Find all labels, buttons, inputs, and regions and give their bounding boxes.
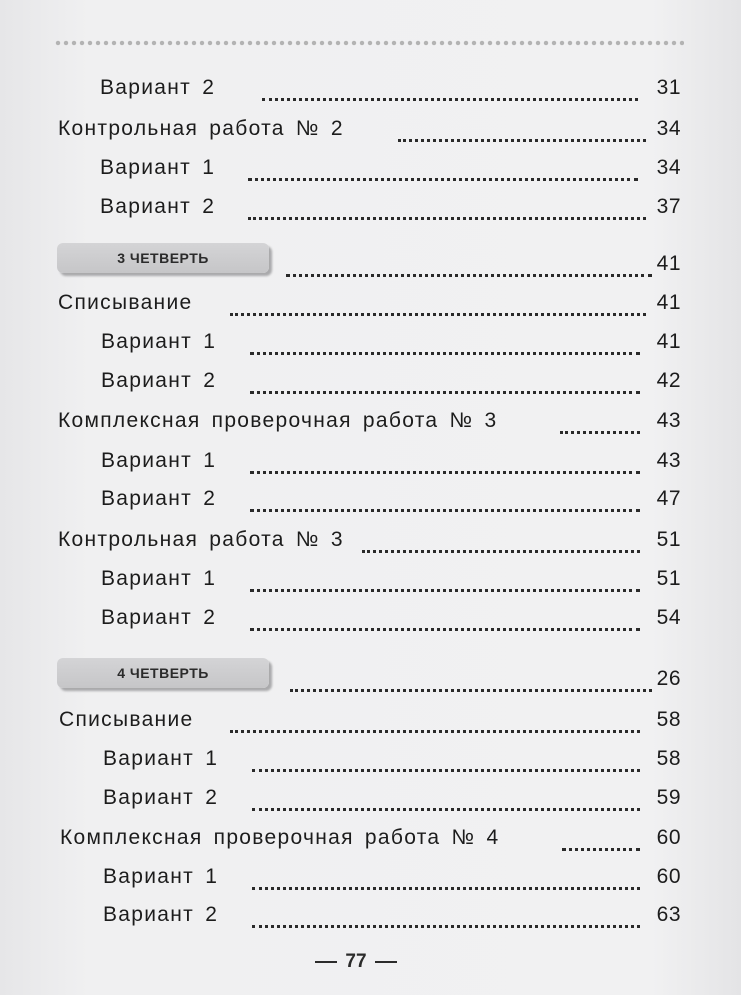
top-dotted-rule: [54, 40, 684, 46]
toc-entry-page: 58: [656, 708, 681, 731]
toc-entry-label: Вариант 1: [101, 567, 217, 590]
toc-entry-page: 47: [656, 487, 681, 510]
page-number: [0, 951, 712, 973]
toc-entry-label: Вариант 2: [100, 76, 216, 99]
toc-entry: [0, 862, 741, 892]
toc-entry-label: Списывание: [59, 708, 194, 731]
toc-entry-page: 34: [656, 117, 681, 140]
toc-leader-dots: [230, 710, 640, 733]
toc-entry-page: 60: [656, 865, 681, 888]
toc-entry: [0, 564, 741, 594]
toc-entry: [0, 705, 741, 735]
toc-entry-page: 63: [656, 903, 681, 926]
toc-entry-label: Вариант 1: [100, 156, 216, 179]
toc-entry-label: Вариант 1: [103, 747, 219, 770]
toc-entry-page: 41: [656, 330, 681, 353]
quarter-tab-label: 4 ЧЕТВЕРТЬ: [117, 665, 209, 681]
toc-entry: [0, 525, 741, 555]
toc-leader-dots: [250, 451, 640, 474]
toc-entry: [0, 288, 741, 318]
toc-entry-page: 60: [656, 826, 681, 849]
quarter-tab-label: 3 ЧЕТВЕРТЬ: [117, 250, 209, 266]
toc-entry: [0, 114, 741, 144]
toc-entry-page: 58: [656, 747, 681, 770]
toc-entry: [0, 783, 741, 813]
toc-entry-label: Контрольная работа № 2: [58, 117, 344, 140]
toc-leader-dots: [262, 78, 638, 101]
toc-entry: [0, 366, 741, 396]
toc-entry-page: 26: [656, 667, 681, 690]
toc-leader-dots: [230, 293, 646, 316]
toc-entry: [0, 192, 741, 222]
toc-entry: [0, 603, 741, 633]
toc-leader-dots: [250, 332, 640, 355]
toc-leader-dots: [252, 867, 640, 890]
toc-entry-label: Вариант 2: [101, 487, 217, 510]
toc-entry-label: Списывание: [58, 291, 193, 314]
toc-entry: [0, 900, 741, 930]
toc-entry-page: 42: [656, 369, 681, 392]
page-number-dash-left: [315, 961, 337, 963]
toc-entry: [0, 327, 741, 357]
toc-entry-page: 43: [656, 449, 681, 472]
toc-entry-page: 41: [656, 252, 681, 275]
toc-entry: [0, 249, 741, 279]
toc-leader-dots: [286, 254, 652, 277]
toc-entry-label: Комплексная проверочная работа № 4: [60, 826, 500, 849]
toc-leader-dots: [562, 828, 640, 851]
toc-entry-label: Вариант 2: [103, 786, 219, 809]
toc-leader-dots: [248, 158, 638, 181]
toc-leader-dots: [252, 749, 640, 772]
toc-leader-dots: [248, 197, 646, 220]
toc-leader-dots: [290, 669, 652, 692]
toc-entry: [0, 484, 741, 514]
toc-entry-label: Вариант 2: [101, 369, 217, 392]
toc-leader-dots: [250, 489, 640, 512]
toc-entry-page: 51: [656, 567, 681, 590]
toc-entry: [0, 664, 741, 694]
toc-entry-label: Контрольная работа № 3: [58, 528, 344, 551]
toc-entry-label: Вариант 2: [103, 903, 219, 926]
toc-leader-dots: [250, 371, 640, 394]
toc-entry: [0, 446, 741, 476]
toc-entry-label: Вариант 2: [101, 606, 217, 629]
toc-leader-dots: [252, 788, 640, 811]
toc-entry-page: 37: [656, 195, 681, 218]
toc-entry-label: Вариант 1: [101, 330, 217, 353]
toc-leader-dots: [252, 905, 640, 928]
toc-entry-page: 41: [656, 291, 681, 314]
toc-entry: [0, 823, 741, 853]
toc-leader-dots: [560, 411, 640, 434]
toc-entry-label: Вариант 1: [103, 865, 219, 888]
toc-entry: [0, 153, 741, 183]
toc-entry-label: Комплексная проверочная работа № 3: [58, 409, 498, 432]
toc-entry-page: 54: [656, 606, 681, 629]
page-number-dash-right: [375, 961, 397, 963]
toc-entry: [0, 406, 741, 436]
toc-entry: [0, 744, 741, 774]
toc-entry: [0, 73, 741, 103]
toc-leader-dots: [398, 119, 646, 142]
page-number-text: 77: [345, 951, 367, 972]
toc-entry-page: 59: [656, 786, 681, 809]
toc-leader-dots: [362, 530, 640, 553]
toc-entry-label: Вариант 1: [101, 449, 217, 472]
toc-leader-dots: [250, 608, 640, 631]
toc-entry-page: 31: [656, 76, 681, 99]
toc-entry-page: 51: [656, 528, 681, 551]
toc-leader-dots: [250, 569, 640, 592]
toc-entry-label: Вариант 2: [100, 195, 216, 218]
toc-entry-page: 43: [656, 409, 681, 432]
toc-entry-page: 34: [656, 156, 681, 179]
